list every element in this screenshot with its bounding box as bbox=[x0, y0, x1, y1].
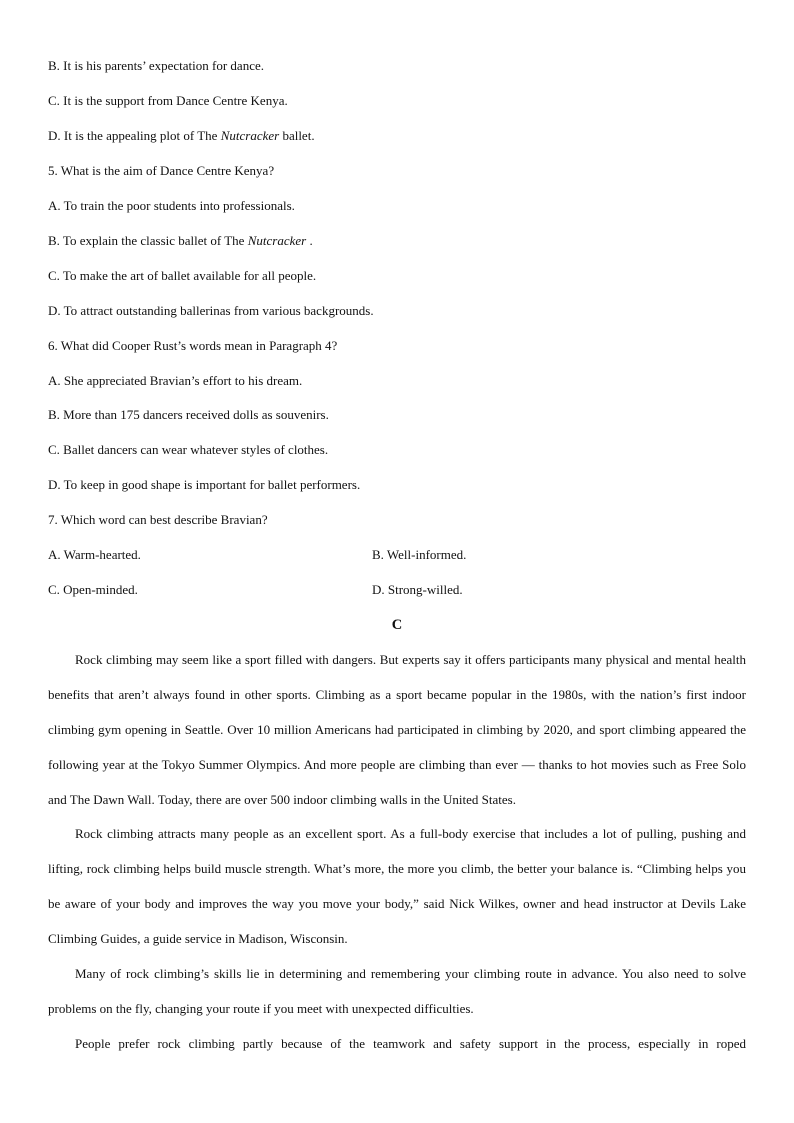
section-c-paragraph-3: Many of rock climbing’s skills lie in determining and remembering your climbing route in advance. You also need to solve problems on the fly, changing your route if you meet with unexpected difficulties. bbox=[48, 966, 746, 1016]
q6-option-a: A. She appreciated Bravian’s effort to his dream. bbox=[48, 373, 303, 388]
section-c-paragraph-1: Rock climbing may seem like a sport filled with dangers. But experts say it offers participants many physical and mental health benefits that aren’t always found in other sports. Climbing as a sport became popular in the 1980s, with the nation’s first indoor climbing gym opening in Seattle. Over 10 million Americans had participated in climbing by 2020, and sport climbing appeared the following year at the Tokyo Summer Olympics. And more people are climbing than ever — thanks to hot movies such as Free Solo and The Dawn Wall. Today, there are over 500 indoor climbing walls in the United States. bbox=[48, 652, 746, 807]
q6-stem: 6. What did Cooper Rust’s words mean in Paragraph 4? bbox=[48, 338, 338, 353]
q5-option-c: C. To make the art of ballet available for all people. bbox=[48, 268, 317, 283]
q4-option-c: C. It is the support from Dance Centre Kenya. bbox=[48, 93, 288, 108]
q7-stem: 7. Which word can best describe Bravian? bbox=[48, 512, 268, 527]
section-c-heading: C bbox=[391, 617, 403, 633]
q5-option-a: A. To train the poor students into professionals. bbox=[48, 198, 295, 213]
q7-option-d: D. Strong-willed. bbox=[372, 582, 463, 597]
q6-option-d: D. To keep in good shape is important for ballet performers. bbox=[48, 477, 361, 492]
section-c-paragraph-4: People prefer rock climbing partly because of the teamwork and safety support in the process, especially in roped bbox=[75, 1036, 746, 1051]
q7-option-b: B. Well-informed. bbox=[372, 547, 467, 562]
q6-option-c: C. Ballet dancers can wear whatever styles of clothes. bbox=[48, 442, 329, 457]
q4-option-b: B. It is his parents’ expectation for dance. bbox=[48, 58, 264, 73]
q7-option-c: C. Open-minded. bbox=[48, 582, 138, 597]
q5-option-d: D. To attract outstanding ballerinas from various backgrounds. bbox=[48, 303, 374, 318]
section-c-paragraph-2: Rock climbing attracts many people as an excellent sport. As a full-body exercise that includes a lot of pulling, pushing and lifting, rock climbing helps build muscle strength. What’s more, the more you climb, the better your balance is. “Climbing helps you be aware of your body and improves the way you move your body,” said Nick Wilkes, owner and head instructor at Devils Lake Climbing Guides, a guide service in Madison, Wisconsin. bbox=[48, 826, 746, 946]
q5-stem: 5. What is the aim of Dance Centre Kenya? bbox=[48, 163, 275, 178]
q4-option-d: D. It is the appealing plot of The Nutcracker ballet. bbox=[48, 128, 315, 143]
q5-option-b: B. To explain the classic ballet of The Nutcracker . bbox=[48, 233, 313, 248]
q7-option-a: A. Warm-hearted. bbox=[48, 547, 141, 562]
q6-option-b: B. More than 175 dancers received dolls as souvenirs. bbox=[48, 407, 329, 422]
